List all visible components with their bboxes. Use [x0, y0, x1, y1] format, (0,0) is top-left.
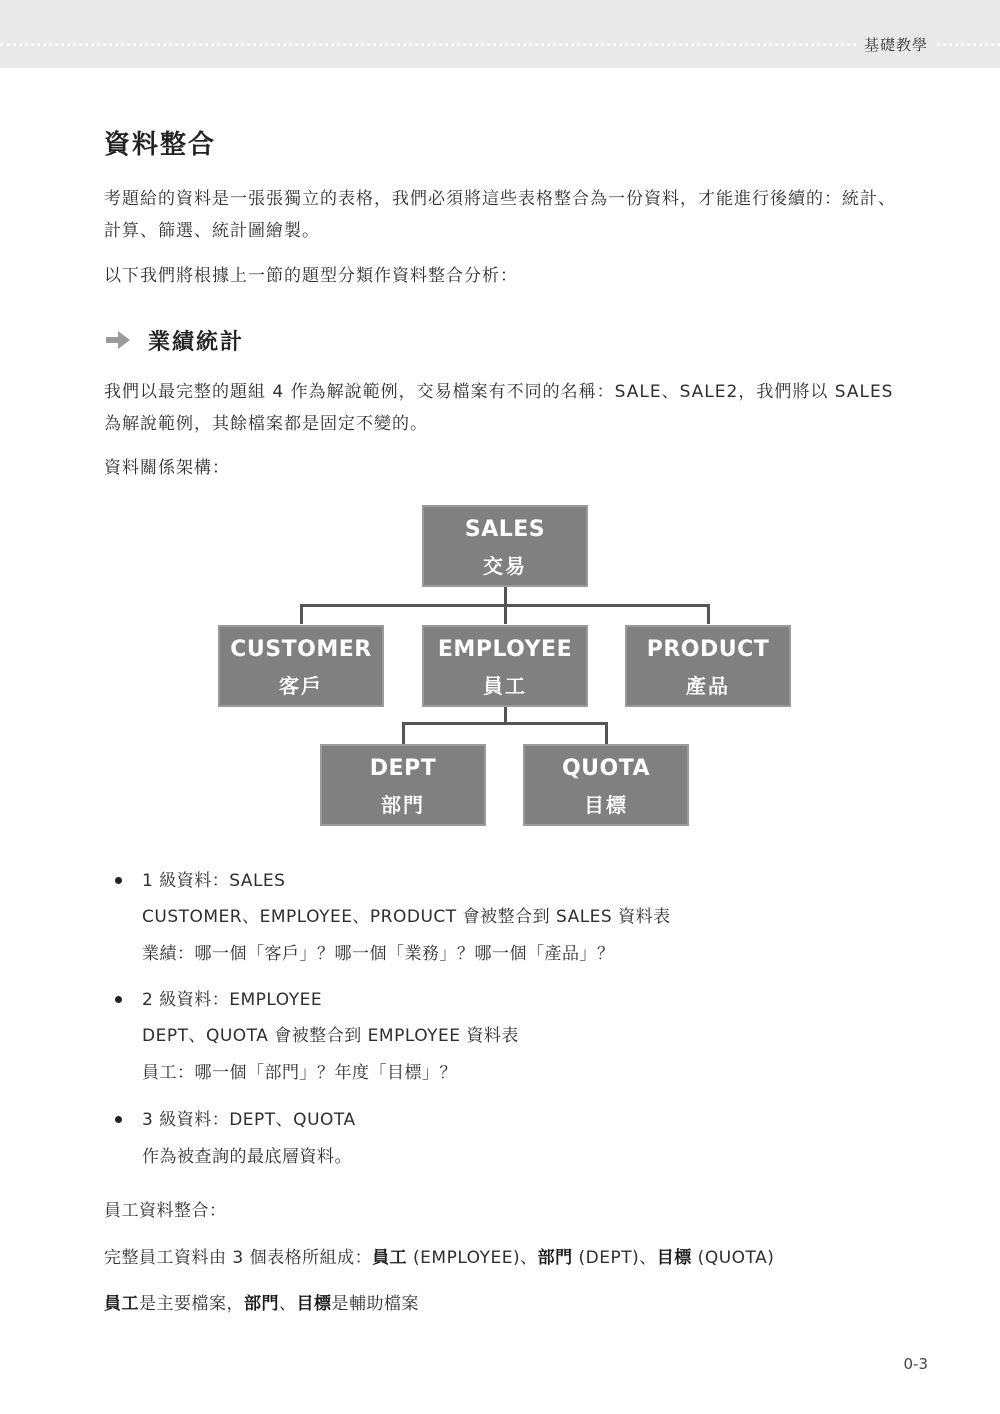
- dept-en: (DEPT)、: [572, 1248, 657, 1268]
- line2-sep: 、: [279, 1294, 297, 1314]
- node-dept-zh: 部門: [381, 793, 425, 817]
- node-sales-zh: 交易: [483, 554, 527, 578]
- aux-file-term-2: 目標: [296, 1294, 332, 1314]
- node-customer-zh: 客戶: [279, 674, 323, 698]
- node-product-en: PRODUCT: [646, 637, 770, 662]
- line2-end: 是輔助檔案: [331, 1294, 419, 1314]
- page-title: 資料整合: [104, 130, 217, 160]
- emp-term: 員工: [372, 1248, 408, 1268]
- page-number: 0-3: [903, 1355, 928, 1373]
- connector-dept: [402, 722, 405, 744]
- node-employee-zh: 員工: [483, 674, 527, 698]
- node-employee: [422, 625, 588, 707]
- employee-integration-line-2: [104, 1292, 419, 1316]
- connector-sales-down: [504, 586, 507, 606]
- connector-employee: [504, 604, 507, 624]
- node-customer: [218, 625, 384, 707]
- section-label: 基礎教學: [856, 34, 936, 56]
- quota-term: 目標: [656, 1248, 692, 1268]
- diagram-caption: 資料關係架構：: [104, 458, 230, 478]
- level-2-line-2: 員工：哪一個「部門」？年度「目標」？: [142, 1063, 457, 1083]
- section-heading: [104, 325, 244, 356]
- emp-en: (EMPLOYEE)、: [407, 1248, 538, 1268]
- section-heading-label: 業績統計: [148, 330, 245, 355]
- node-product-zh: 產品: [686, 674, 730, 698]
- bullet-icon: [115, 1116, 122, 1123]
- header-dotted-rule: [0, 43, 1000, 46]
- employee-integration-line-1: [104, 1246, 774, 1270]
- level-1-line-2: 業績：哪一個「客戶」？哪一個「業務」？哪一個「產品」？: [142, 944, 615, 964]
- level-3-title: 3 級資料：DEPT、QUOTA: [142, 1110, 356, 1130]
- node-product: [625, 625, 791, 707]
- connector-level2-horizontal: [402, 722, 608, 725]
- bullet-icon: [115, 996, 122, 1003]
- level-1-line-1: CUSTOMER、EMPLOYEE、PRODUCT 會被整合到 SALES 資料表: [142, 907, 671, 927]
- node-quota: [523, 744, 689, 826]
- level-1-title: 1 級資料：SALES: [142, 871, 286, 891]
- node-customer-en: CUSTOMER: [230, 637, 372, 662]
- connector-product: [707, 604, 710, 624]
- dept-term: 部門: [537, 1248, 573, 1268]
- connector-quota: [605, 722, 608, 744]
- node-dept: [320, 744, 486, 826]
- aux-file-term-1: 部門: [244, 1294, 279, 1314]
- node-quota-zh: 目標: [584, 793, 628, 817]
- section-paragraph: 我們以最完整的題組 4 作為解說範例，交易檔案有不同的名稱：SALE、SALE2，我們將以 SALES 為解說範例，其餘檔案都是固定不變的。: [104, 382, 894, 434]
- line1-prefix: 完整員工資料由 3 個表格所組成：: [104, 1248, 373, 1268]
- quota-en: (QUOTA): [691, 1248, 775, 1268]
- employee-integration-caption: 員工資料整合：: [104, 1201, 227, 1221]
- node-employee-en: EMPLOYEE: [437, 637, 573, 662]
- level-2-line-1: DEPT、QUOTA 會被整合到 EMPLOYEE 資料表: [142, 1026, 519, 1046]
- line2-mid: 是主要檔案，: [139, 1294, 244, 1314]
- intro-paragraph-2: 以下我們將根據上一節的題型分類作資料整合分析：: [104, 266, 518, 286]
- node-dept-en: DEPT: [369, 756, 437, 781]
- level-3-line-1: 作為被查詢的最底層資料。: [142, 1147, 352, 1167]
- main-file-term: 員工: [104, 1294, 139, 1314]
- level-2-title: 2 級資料：EMPLOYEE: [142, 990, 323, 1010]
- connector-customer: [300, 604, 303, 624]
- header-band: [0, 0, 1000, 68]
- node-quota-en: QUOTA: [561, 756, 651, 781]
- node-sales-en: SALES: [464, 517, 546, 542]
- intro-paragraph-1: 考題給的資料是一張張獨立的表格，我們必須將這些表格整合為一份資料，才能進行後續的：統計、計算、篩選、統計圖繪製。: [104, 189, 896, 241]
- bullet-icon: [115, 877, 122, 884]
- node-sales: [422, 505, 588, 587]
